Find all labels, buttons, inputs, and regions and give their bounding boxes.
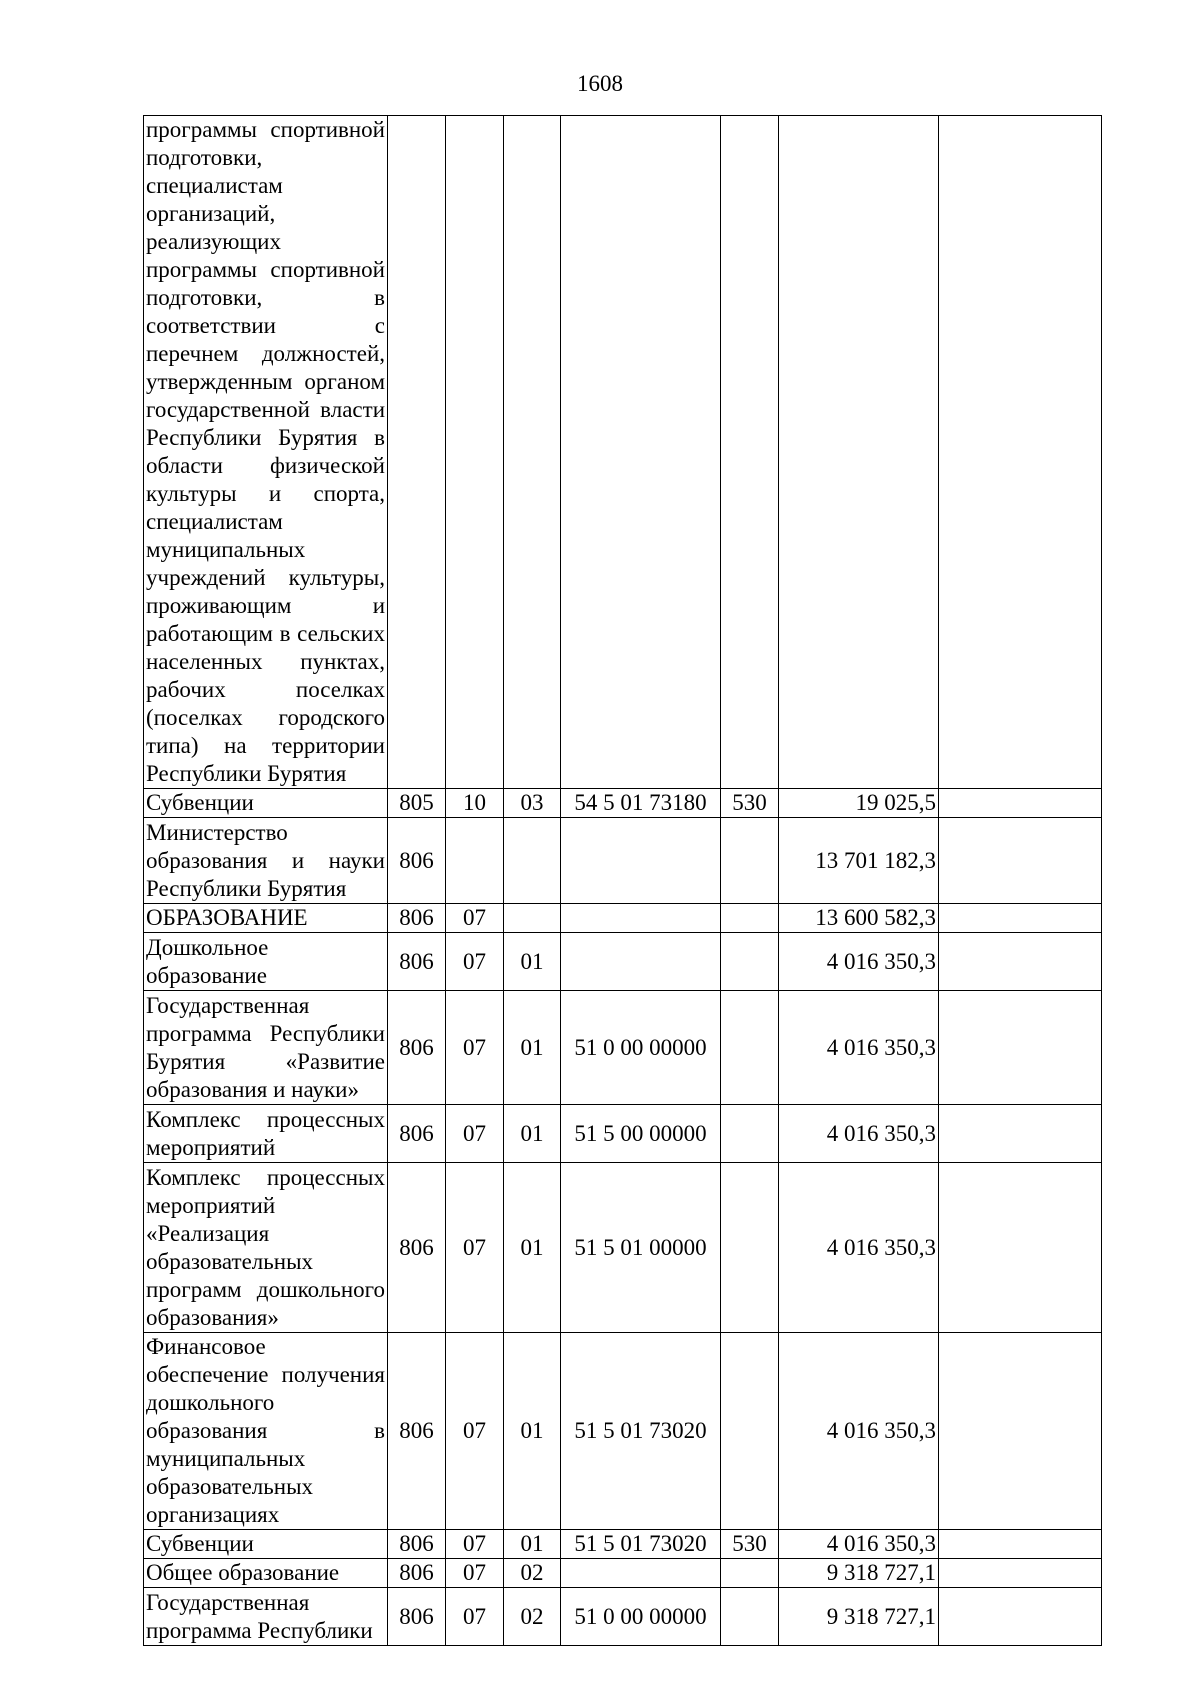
ministry-code: 805 xyxy=(388,789,446,818)
subsection-code: 01 xyxy=(504,1333,561,1530)
table-row xyxy=(144,1530,1102,1559)
section-code: 10 xyxy=(446,789,504,818)
table-row xyxy=(144,1163,1102,1333)
amount: 4 016 350,3 xyxy=(779,1105,939,1163)
subsection-code: 03 xyxy=(504,789,561,818)
table-row xyxy=(144,991,1102,1105)
expense-type-code xyxy=(721,818,779,904)
row-name: Комплекс процессных мероприятий xyxy=(144,1105,388,1163)
table-row xyxy=(144,1105,1102,1163)
section-code: 07 xyxy=(446,933,504,991)
expense-type-code xyxy=(721,1559,779,1588)
extra-cell xyxy=(939,904,1102,933)
target-article-code: 51 0 00 00000 xyxy=(561,991,721,1105)
table-row xyxy=(144,1559,1102,1588)
table-row xyxy=(144,904,1102,933)
extra-cell xyxy=(939,818,1102,904)
subsection-code: 01 xyxy=(504,1105,561,1163)
extra-cell xyxy=(939,1530,1102,1559)
table-row xyxy=(144,116,1102,789)
expense-type-code: 530 xyxy=(721,789,779,818)
page-number: 1608 xyxy=(577,71,623,96)
row-name: программы спортивной подготовки, специалистам организаций, реализующих программы спортивной подготовки, в соответствии с перечнем должностей, утвержденным органом государственной власти Республики Бурятия в области физической культуры и спорта, специалистам муниципальных учреждений культуры, проживающим и работающим в сельских населенных пунктах, рабочих поселках (поселках городского типа) на территории Республики Бурятия xyxy=(144,116,388,789)
amount: 4 016 350,3 xyxy=(779,1333,939,1530)
target-article-code xyxy=(561,1559,721,1588)
amount: 13 701 182,3 xyxy=(779,818,939,904)
budget-table xyxy=(143,115,1102,1646)
expense-type-code xyxy=(721,1333,779,1530)
row-name: Финансовое обеспечение получения дошкольного образования в муниципальных образовательных организациях xyxy=(144,1333,388,1530)
ministry-code: 806 xyxy=(388,1105,446,1163)
section-code: 07 xyxy=(446,904,504,933)
extra-cell xyxy=(939,789,1102,818)
amount: 4 016 350,3 xyxy=(779,991,939,1105)
extra-cell xyxy=(939,1105,1102,1163)
expense-type-code: 530 xyxy=(721,1530,779,1559)
target-article-code: 51 5 01 00000 xyxy=(561,1163,721,1333)
extra-cell xyxy=(939,933,1102,991)
subsection-code: 02 xyxy=(504,1559,561,1588)
amount: 4 016 350,3 xyxy=(779,933,939,991)
expense-type-code xyxy=(721,1588,779,1646)
ministry-code: 806 xyxy=(388,1530,446,1559)
subsection-code: 02 xyxy=(504,1588,561,1646)
amount: 19 025,5 xyxy=(779,789,939,818)
amount: 4 016 350,3 xyxy=(779,1163,939,1333)
section-code: 07 xyxy=(446,991,504,1105)
section-code: 07 xyxy=(446,1530,504,1559)
expense-type-code xyxy=(721,904,779,933)
table-row xyxy=(144,1588,1102,1646)
ministry-code: 806 xyxy=(388,1588,446,1646)
subsection-code xyxy=(504,904,561,933)
target-article-code: 54 5 01 73180 xyxy=(561,789,721,818)
row-name: Государственная программа Республики xyxy=(144,1588,388,1646)
amount: 9 318 727,1 xyxy=(779,1559,939,1588)
target-article-code: 51 0 00 00000 xyxy=(561,1588,721,1646)
row-name: Дошкольное образование xyxy=(144,933,388,991)
target-article-code xyxy=(561,116,721,789)
subsection-code xyxy=(504,818,561,904)
row-name: Министерство образования и науки Республики Бурятия xyxy=(144,818,388,904)
ministry-code: 806 xyxy=(388,1333,446,1530)
row-name: Общее образование xyxy=(144,1559,388,1588)
expense-type-code xyxy=(721,933,779,991)
subsection-code: 01 xyxy=(504,1530,561,1559)
target-article-code xyxy=(561,904,721,933)
amount: 4 016 350,3 xyxy=(779,1530,939,1559)
target-article-code: 51 5 00 00000 xyxy=(561,1105,721,1163)
subsection-code xyxy=(504,116,561,789)
ministry-code xyxy=(388,116,446,789)
expense-type-code xyxy=(721,991,779,1105)
table-row xyxy=(144,789,1102,818)
section-code: 07 xyxy=(446,1333,504,1530)
table-row xyxy=(144,818,1102,904)
section-code: 07 xyxy=(446,1163,504,1333)
table-row xyxy=(144,933,1102,991)
target-article-code xyxy=(561,818,721,904)
section-code: 07 xyxy=(446,1105,504,1163)
row-name: Государственная программа Республики Бурятия «Развитие образования и науки» xyxy=(144,991,388,1105)
table-row xyxy=(144,1333,1102,1530)
expense-type-code xyxy=(721,1163,779,1333)
subsection-code: 01 xyxy=(504,1163,561,1333)
section-code: 07 xyxy=(446,1559,504,1588)
amount: 13 600 582,3 xyxy=(779,904,939,933)
target-article-code: 51 5 01 73020 xyxy=(561,1333,721,1530)
extra-cell xyxy=(939,1333,1102,1530)
section-code: 07 xyxy=(446,1588,504,1646)
ministry-code: 806 xyxy=(388,1163,446,1333)
extra-cell xyxy=(939,1588,1102,1646)
amount: 9 318 727,1 xyxy=(779,1588,939,1646)
expense-type-code xyxy=(721,1105,779,1163)
ministry-code: 806 xyxy=(388,1559,446,1588)
ministry-code: 806 xyxy=(388,818,446,904)
subsection-code: 01 xyxy=(504,933,561,991)
ministry-code: 806 xyxy=(388,991,446,1105)
extra-cell xyxy=(939,116,1102,789)
row-name: ОБРАЗОВАНИЕ xyxy=(144,904,388,933)
subsection-code: 01 xyxy=(504,991,561,1105)
extra-cell xyxy=(939,991,1102,1105)
expense-type-code xyxy=(721,116,779,789)
extra-cell xyxy=(939,1559,1102,1588)
row-name: Субвенции xyxy=(144,1530,388,1559)
row-name: Субвенции xyxy=(144,789,388,818)
section-code xyxy=(446,116,504,789)
amount xyxy=(779,116,939,789)
target-article-code: 51 5 01 73020 xyxy=(561,1530,721,1559)
ministry-code: 806 xyxy=(388,904,446,933)
section-code xyxy=(446,818,504,904)
extra-cell xyxy=(939,1163,1102,1333)
ministry-code: 806 xyxy=(388,933,446,991)
target-article-code xyxy=(561,933,721,991)
row-name: Комплекс процессных мероприятий «Реализация образовательных программ дошкольного образования» xyxy=(144,1163,388,1333)
